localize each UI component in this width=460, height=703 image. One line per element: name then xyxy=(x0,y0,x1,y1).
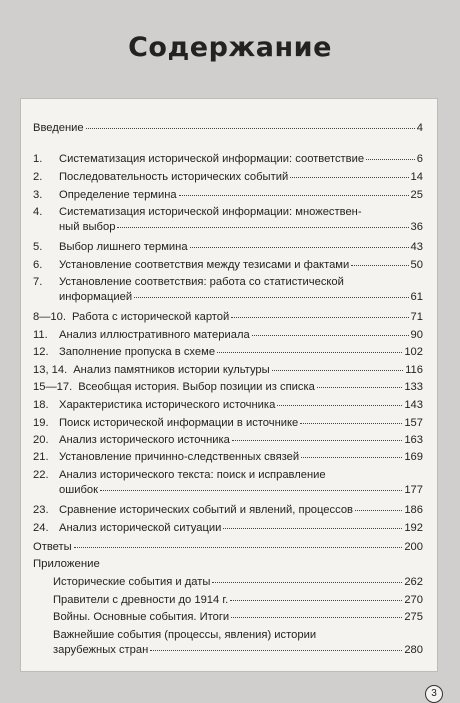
toc-entry xyxy=(33,468,423,498)
toc-entry-title: Установление соответствия между тезисами и фактами xyxy=(59,259,350,271)
toc-entry-intro xyxy=(33,121,423,136)
toc-entry xyxy=(33,310,423,325)
dot-leader xyxy=(230,600,402,601)
toc-entry-page: 177 xyxy=(404,484,423,496)
toc-entry-number: 20. xyxy=(33,434,49,446)
dot-leader xyxy=(290,177,408,178)
toc-entry xyxy=(33,170,423,185)
toc-entry-page: 61 xyxy=(410,291,423,303)
toc-entry-page: 200 xyxy=(404,541,423,553)
toc-entry-page: 14 xyxy=(410,171,423,183)
toc-entry xyxy=(33,398,423,413)
toc-entry xyxy=(33,363,423,378)
appendix-entry-page: 275 xyxy=(404,611,423,623)
dot-leader xyxy=(190,247,409,248)
dot-leader xyxy=(117,227,408,228)
toc-entry-title: Всеобщая история. Выбор позиции из списка xyxy=(78,381,315,393)
toc-entry-title: информацией xyxy=(59,291,133,303)
appendix-entry-title: зарубежных стран xyxy=(53,644,149,656)
appendix-entry xyxy=(53,628,423,658)
toc-entry xyxy=(33,345,423,360)
toc-entry-number: 13, 14. xyxy=(33,364,68,376)
toc-entry xyxy=(33,433,423,448)
toc-entry-title: Анализ иллюстративного материала xyxy=(59,329,250,341)
toc-entry-page: 90 xyxy=(410,329,423,341)
toc-entry xyxy=(33,416,423,431)
toc-entry-number: 5. xyxy=(33,241,43,253)
toc-entry xyxy=(33,275,423,305)
toc-entry-title: Заполнение пропуска в схеме xyxy=(59,346,216,358)
dot-leader xyxy=(100,490,402,491)
toc-entry-number: 4. xyxy=(33,206,43,218)
dot-leader xyxy=(366,159,415,160)
toc-entry-title: Сравнение исторических событий и явлений, процессов xyxy=(59,504,353,516)
appendix-entry-page: 280 xyxy=(404,644,423,656)
toc-entry-number: 12. xyxy=(33,346,49,358)
appendix-entry-page: 262 xyxy=(404,576,423,588)
toc-entry-number: 23. xyxy=(33,504,49,516)
toc-entry-page: 4 xyxy=(416,122,423,134)
toc-entry-number: 7. xyxy=(33,276,43,288)
appendix-entry-title: Исторические события и даты xyxy=(53,576,211,588)
toc-entry-page: 133 xyxy=(404,381,423,393)
appendix-heading: Приложение xyxy=(33,558,100,570)
toc-entry-page: 163 xyxy=(404,434,423,446)
toc-entry xyxy=(33,521,423,536)
toc-entry-page: 169 xyxy=(404,451,423,463)
toc-entry-title: Поиск исторической информации в источнике xyxy=(59,417,299,429)
toc-entry-page: 50 xyxy=(410,259,423,271)
toc-entry-title: Характеристика исторического источника xyxy=(59,399,276,411)
dot-leader xyxy=(301,457,402,458)
dot-leader xyxy=(231,617,402,618)
dot-leader xyxy=(74,547,403,548)
toc-entry-title: Выбор лишнего термина xyxy=(59,241,188,253)
dot-leader xyxy=(86,128,415,129)
toc-entry xyxy=(33,450,423,465)
toc-entry-number: 1. xyxy=(33,153,43,165)
page-title: Содержание xyxy=(128,32,332,63)
toc-entry-title: Установление соответствия: работа со статистической xyxy=(59,276,344,288)
toc-entry xyxy=(33,188,423,203)
dot-leader xyxy=(179,195,409,196)
toc-entry-title: Анализ памятников истории культуры xyxy=(73,364,270,376)
page-number-badge: 3 xyxy=(425,685,443,703)
toc-entry-number: 18. xyxy=(33,399,49,411)
toc-entry-title: Анализ исторической ситуации xyxy=(59,522,222,534)
table-of-contents xyxy=(20,98,438,672)
toc-entry xyxy=(33,205,423,235)
toc-entry-page: 116 xyxy=(405,364,423,376)
toc-entry xyxy=(33,152,423,167)
dot-leader xyxy=(217,352,402,353)
toc-entry-page: 43 xyxy=(410,241,423,253)
dot-leader xyxy=(231,317,408,318)
toc-entry-page: 6 xyxy=(416,153,423,165)
toc-entry-title: Установление причинно-следственных связей xyxy=(59,451,300,463)
dot-leader xyxy=(277,405,402,406)
toc-entry-title: Ответы xyxy=(33,541,72,553)
toc-entry-page: 157 xyxy=(404,417,423,429)
toc-entry-number: 3. xyxy=(33,189,43,201)
dot-leader xyxy=(223,528,402,529)
appendix-entry-title: Важнейшие события (процессы, явления) истории xyxy=(53,629,317,641)
toc-entry-page: 36 xyxy=(410,221,423,233)
appendix-entry xyxy=(53,610,423,625)
appendix-entry-title: Войны. Основные события. Итоги xyxy=(53,611,230,623)
toc-entry-title: Последовательность исторических событий xyxy=(59,171,289,183)
toc-entry-answers xyxy=(33,540,423,555)
toc-entry xyxy=(33,380,423,395)
toc-entry-title: ный выбор xyxy=(59,221,116,233)
appendix-entry-page: 270 xyxy=(404,594,423,606)
appendix-entry xyxy=(53,575,423,590)
toc-entry-page: 192 xyxy=(404,522,423,534)
toc-entry xyxy=(33,328,423,343)
toc-entry-title: ошибок xyxy=(59,484,98,496)
appendix-entry xyxy=(53,593,423,608)
toc-entry-title: Анализ исторического источника xyxy=(59,434,230,446)
toc-entry xyxy=(33,258,423,273)
toc-entry-title: Систематизация исторической информации: множествен- xyxy=(59,206,362,218)
toc-entry-page: 143 xyxy=(404,399,423,411)
appendix-entry-title: Правители с древности до 1914 г. xyxy=(53,594,229,606)
toc-entry-title: Анализ исторического текста: поиск и исправление xyxy=(59,469,326,481)
toc-entry-page: 71 xyxy=(410,311,423,323)
dot-leader xyxy=(300,423,402,424)
toc-entry xyxy=(33,503,423,518)
toc-entry-number: 8—10. xyxy=(33,311,66,323)
dot-leader xyxy=(272,370,403,371)
toc-entry-number: 21. xyxy=(33,451,49,463)
dot-leader xyxy=(134,297,408,298)
toc-entry-number: 6. xyxy=(33,259,43,271)
toc-entry-title: Систематизация исторической информации: соответствие xyxy=(59,153,365,165)
toc-entry-page: 186 xyxy=(404,504,423,516)
dot-leader xyxy=(232,440,402,441)
toc-entry-title: Работа с исторической картой xyxy=(71,311,230,323)
toc-entry-number: 24. xyxy=(33,522,49,534)
toc-entry-number: 11. xyxy=(33,329,48,341)
toc-entry-number: 19. xyxy=(33,417,49,429)
toc-entry-page: 102 xyxy=(404,346,423,358)
toc-entry-title: Введение xyxy=(33,122,84,134)
toc-entry-page: 25 xyxy=(410,189,423,201)
toc-entry-title: Определение термина xyxy=(59,189,177,201)
dot-leader xyxy=(150,650,402,651)
toc-entry xyxy=(33,240,423,255)
toc-entry-number: 2. xyxy=(33,171,43,183)
dot-leader xyxy=(355,510,402,511)
dot-leader xyxy=(317,387,402,388)
toc-entry-number: 15—17. xyxy=(33,381,73,393)
dot-leader xyxy=(212,582,402,583)
dot-leader xyxy=(252,335,409,336)
dot-leader xyxy=(351,265,408,266)
toc-entry-number: 22. xyxy=(33,469,49,481)
